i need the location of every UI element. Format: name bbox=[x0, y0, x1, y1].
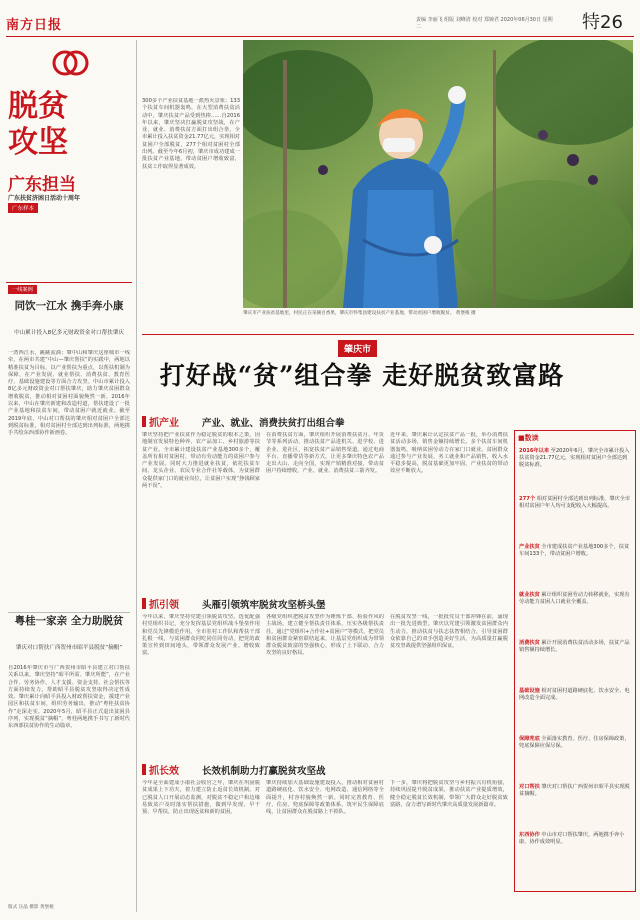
intro-body: 300多个产业扶贫基地一派热火景象；133个扶贫车间机器轰鸣，在大型消费扶贫活动中，肇庆扶贫产品受到热捧……自2016年以来，肇庆坚决打赢脱贫攻坚战，在产业、就业、消费扶贫方面打出组合拳，全市累计投入扶贫资金21.77亿元，实现相对贫困户全部脱贫，277个相对贫困村全部出列。截至今年6月初，肇庆市成功建成一批扶贫产业基地，带动贫困户增收致富，扶贫工作取得显著成效。 bbox=[142, 98, 240, 170]
city-tag: 肇庆市 bbox=[338, 340, 377, 357]
headline-rule bbox=[142, 334, 634, 335]
sidebar-item-highlight: 产业扶贫 bbox=[519, 544, 540, 550]
sidebar-item bbox=[519, 832, 631, 846]
left-top-rule bbox=[6, 282, 132, 283]
sidebar-item-highlight: 保障兜底 bbox=[519, 736, 540, 742]
sidebar-item-highlight: 277个 bbox=[519, 496, 536, 502]
sidebar-item-text: 累计开展消费扶贫活动多场，扶贫产品销售额持续增长。 bbox=[519, 640, 630, 654]
sidebar-item-text: 肇庆对口帮扶广西贺州市昭平县实现脱贫摘帽。 bbox=[519, 784, 630, 798]
special-title-line1: 脱贫 bbox=[8, 89, 68, 124]
section2-title: 头雁引领筑牢脱贫攻坚桥头堡 bbox=[202, 600, 326, 611]
left-story2-subhead: 肇庆对口帮扶广西贺州市昭平县脱贫“摘帽” bbox=[15, 645, 123, 651]
sidebar-item-highlight: 基础设施 bbox=[519, 688, 540, 694]
left-story2-body: 自2016年肇庆市与广西贺州市昭平县建立对口帮扶关系以来，肇庆坚持“昭平所需、肇庆所能”，在产业合作、劳务协作、人才支援、资金支持、社会帮扶等方面持续发力，帮助昭平县脱贫攻坚取得决定性成效。肇庆累计向昭平县投入财政帮扶资金，援建产业园区和扶贫车间，组织劳务输出，推动“粤桂扶贫协作”走深走实。2020年5月，昭平县正式退出贫困县序列，实现脱贫“摘帽”，粤桂两地携手书写了新时代东西部扶贫协作的生动篇章。 bbox=[8, 665, 130, 730]
left-divider bbox=[8, 612, 130, 613]
sidebar-item bbox=[519, 736, 631, 750]
section3-tag: 抓长效 bbox=[149, 766, 179, 777]
section2-col1: 今年以来，肇庆坚持党建引领脱贫攻坚，选优配强村党组织书记，充分发挥基层党组织战斗堡垒作用和党员先锋模范作用。全市驻村工作队和帮扶干部扎根一线，与贫困群众同吃同住同劳动，把党的政策宣传到田间地头，带领群众发展产业、增收致富。 bbox=[142, 614, 260, 657]
section1-col2: 在消费扶贫方面，肇庆组织开展消费扶贫月、年货节等系列活动，推动扶贫产品进机关、进学校、进企业、进社区，拓宽扶贫产品销售渠道。通过电商平台、直播带货等新方式，让更多肇庆特色农产品走出大山、走向全国，实现产销精准对接，带动贫困户持续增收，产业、就业、消费扶贫三箭齐发。 bbox=[266, 432, 384, 475]
section2-col3: 在脱贫攻坚一线，一批批党员干部冲锋在前，涌现出一批先进典型。肇庆以党建引领激发贫困群众内生动力，推动扶贫与扶志扶智相结合，引导贫困群众依靠自己的双手创造美好生活，为高质量打赢脱贫攻坚战提供坚强组织保证。 bbox=[390, 614, 508, 650]
sidebar-item-text: 至2020年6月，肇庆全市累计投入扶贫资金21.77亿元，实现相对贫困户全部达到脱贫标准。 bbox=[519, 448, 630, 469]
special-title-line2: 攻坚 bbox=[8, 125, 68, 160]
section3-col1: 今年是全面建成小康社会收官之年，肇庆在巩固脱贫成果上下功夫，着力建立防止返贫长效机制。对已脱贫人口开展动态监测，对脱贫不稳定户和边缘易致贫户及时落实帮扶措施，做到早发现、早干预、早帮扶，防止出现返贫和新的贫困。 bbox=[142, 780, 260, 816]
sidebar-item bbox=[519, 784, 631, 798]
footer-info: 版式 汪晶 摄影 黄堡根 bbox=[8, 905, 54, 910]
section1-tag: 抓产业 bbox=[149, 418, 179, 429]
sidebar-title: ■数读 bbox=[518, 434, 539, 442]
section3-title: 长效机制助力打赢脱贫攻坚战 bbox=[202, 766, 326, 777]
left-section-label: 一线案例 bbox=[8, 285, 37, 294]
sidebar-item bbox=[519, 448, 631, 470]
section1-title: 产业、就业、消费扶贫打出组合拳 bbox=[202, 418, 345, 429]
section3-col3: 下一步，肇庆将把脱贫攻坚与乡村振兴有机衔接，持续巩固提升脱贫成果，推动扶贫产业提质增效，健全稳定脱贫长效机制，带领广大群众走好脱贫致富路，奋力谱写新时代肇庆高质量发展新篇章。 bbox=[390, 780, 508, 808]
sample-tag: 广东样本 bbox=[8, 203, 38, 213]
sidebar-item-text: 相对贫困村全部达到出列标准，肇庆全市相对贫困户年人均可支配收入大幅提高。 bbox=[519, 496, 631, 510]
sidebar-item-text: 全面落实教育、医疗、住房保障政策，兜底保障应保尽保。 bbox=[519, 736, 630, 750]
section2-bar bbox=[142, 598, 146, 609]
sidebar-item bbox=[519, 640, 631, 654]
page-number: 特26 bbox=[582, 12, 623, 33]
sidebar-item-highlight: 消费扶贫 bbox=[519, 640, 540, 646]
left-story1-body: 一湾西江水，跳跳流淌；肇中山和肇庆这座城市一线牵，在两市共建“中山—肇庆帮扶”的实践中，两地以精准扶贫为目标，以产业帮扶为重点，以帮扶机制为保障，在产业发展、就业帮扶、消费扶贫、教育医疗、基础设施建设等方面合力攻坚。中山市累计投入8亿多元财政资金对口帮扶肇庆，助力肇庆贫困群众增收脱贫，推动相对贫困村面貌焕然一新。2016年以来，中山在肇庆新建和改造村道，帮扶建设了一批产业基地和扶贫车间，带动贫困户就近就业。截至2019年底，中山对口帮扶的肇庆相对贫困户全部达到脱贫标准，相对贫困村全部达到出列标准，两地携手共绘东西部协作新画卷。 bbox=[8, 350, 130, 437]
sidebar-item bbox=[519, 496, 631, 510]
sidebar-item bbox=[519, 544, 631, 558]
column-divider bbox=[136, 40, 137, 912]
main-headline: 打好战“贫”组合拳 走好脱贫致富路 bbox=[159, 361, 565, 390]
sidebar-item-highlight: 就业扶贫 bbox=[519, 592, 540, 598]
sidebar-item-highlight: 2016年以来 bbox=[519, 448, 550, 454]
sidebar-item-text: 全市建成扶贫产业基地300多个，扶贫车间133个，带动贫困户增收。 bbox=[519, 544, 630, 558]
section2-tag: 抓引领 bbox=[149, 600, 179, 611]
photo-caption: 肇庆市产业扶贫基地里，村民正在采摘百香果，肇庆市怀集县建设扶贫产业基地，带动贫困户增收脱贫。 黄堡根 摄 bbox=[243, 311, 476, 316]
paper-logo-icon bbox=[50, 43, 90, 83]
left-story2-headline: 粤桂一家亲 全力助脱贫 bbox=[14, 615, 124, 627]
left-story1-subhead: 中山累计投入8亿多元财政资金对口帮扶肇庆 bbox=[14, 330, 124, 336]
sidebar-item-highlight: 东西协作 bbox=[519, 832, 540, 838]
sidebar-item bbox=[519, 688, 631, 702]
paper-name: 南方日报 bbox=[6, 18, 63, 33]
section2-col2: 各级党组织把脱贫攻坚作为锤炼干部、检验作风的主战场，建立健全帮扶责任体系，压实各级帮扶责任。通过“党组织+合作社+贫困户”等模式，把党员和贫困群众紧密联结起来，让基层党组织成为带领群众脱贫致富的坚强核心，形成了上下联动、合力攻坚的良好格局。 bbox=[266, 614, 384, 657]
special-subline: 广东扶贫济困日活动十周年 bbox=[8, 195, 81, 202]
sidebar-item-highlight: 对口帮扶 bbox=[519, 784, 540, 790]
issue-info: 责编 李丽飞 组版 刘峰清 校对 郑婉君 2020年06月30日 星期二 bbox=[416, 17, 553, 30]
section3-col2: 肇庆持续加大基础设施建设投入，推动相对贫困村道路硬底化、饮水安全、电网改造、通信网络等全面提升，村容村貌焕然一新。同时完善教育、医疗、住房、兜底保障等政策体系，筑牢民生保障底线，让贫困群众在脱贫路上不掉队。 bbox=[266, 780, 384, 816]
farmer-photo bbox=[243, 40, 633, 308]
sidebar-item-text: 累计组织贫困劳动力转移就业，实现有劳动能力贫困人口就业全覆盖。 bbox=[519, 592, 630, 606]
section1-col1: 肇庆坚持把产业扶贫作为稳定脱贫的根本之策，因地制宜发展特色种养、农产品加工、乡村旅游等扶贫产业。全市累计建设扶贫产业基地300多个，覆盖所有相对贫困村，带动有劳动能力的贫困户参与产业发展。同时大力推进就业扶贫，依托扶贫车间、龙头企业、农民专业合作社等载体，为贫困群众提供家门口的就业岗位，让贫困户实现“挣钱顾家两不误”。 bbox=[142, 432, 260, 490]
sidebar-item-text: 中山市对口帮扶肇庆，两地携手奔小康，协作成效明显。 bbox=[519, 832, 625, 846]
sidebar-item-text: 相对贫困村道路硬底化、饮水安全、电网改造全面完成。 bbox=[519, 688, 630, 702]
special-subtitle: 广东担当 bbox=[8, 175, 76, 195]
sidebar-item bbox=[519, 592, 631, 606]
section1-col3: 近年来，肇庆累计认定扶贫产品一批，举办消费扶贫活动多场，销售金额持续增长。多个扶贫车间机器轰鸣，吸纳贫困劳动力在家门口就业。贫困群众通过参与产业发展、务工就业和产品销售，收入水平稳步提高，脱贫基础更加牢固，产业扶贫的带动效应不断放大。 bbox=[390, 432, 508, 475]
section1-bar bbox=[142, 416, 146, 427]
section3-bar bbox=[142, 764, 146, 775]
header-rule bbox=[6, 36, 634, 37]
left-story1-headline: 同饮一江水 携手奔小康 bbox=[14, 300, 124, 312]
